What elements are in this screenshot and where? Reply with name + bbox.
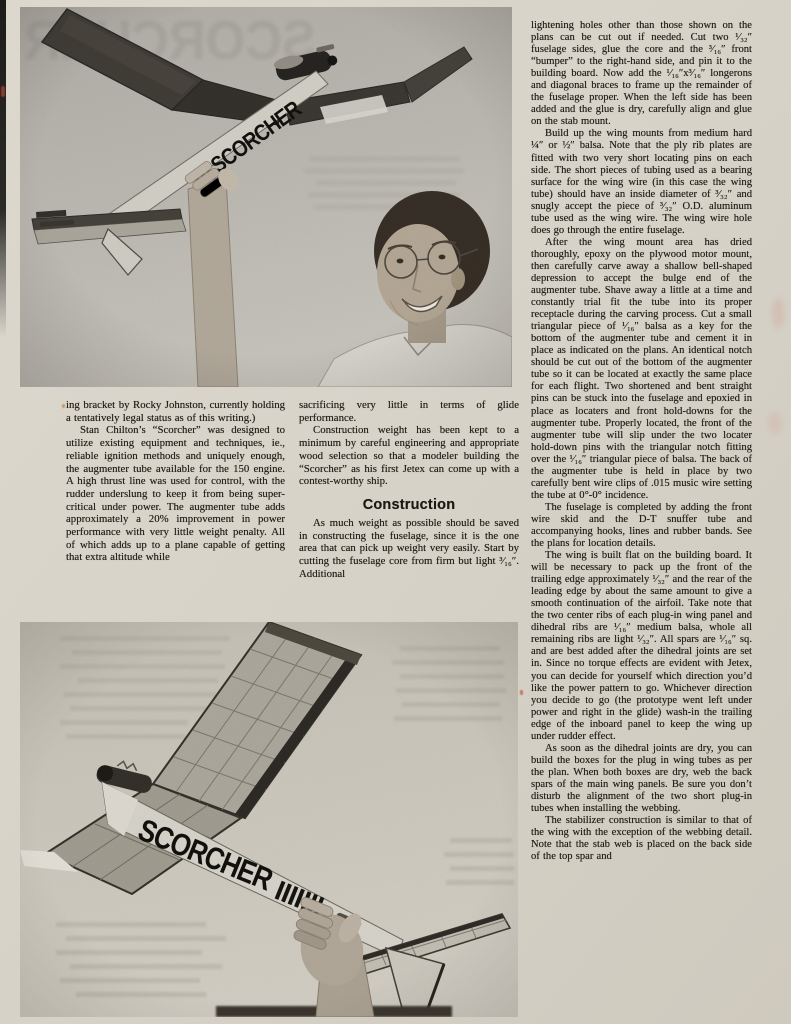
body-paragraph: After the wing mount area has dried thoroughly, epoxy on the plywood motor mount, then carefully carve away a shallow bell-shaped depression to accept the bulge end of the augmenter tube. Shave away a little at a time and constantly trial fit the tube into its proper receptacle during the carving process. Cut a small triangular piece of ¹⁄₁₆″ balsa as a key for the bottom of the augmenter tube and cement it in place as indicated on the plans. An identical notch should be cut out of the bottom of the augmenter tube so it can be located at exactly the same place for each flight. Two shortened and bent straight pins can be stuck into the fuselage and epoxied in place as locaters and front hold-downs for the augmenter tube. Properly located, the front of the augmenter tube will slip under the two locater hold-down pins with the triangular notch fitting over the ¹⁄₁₆″ triangular piece of balsa. The back of the augmenter tube is held in place by two carefully bent wire clips of .015 music wire setting the tube at 0°-0° incidence. [531,236,752,501]
body-paragraph: As much weight as possible should be saved in constructing the fuselage, since it is the one area that can pick up weight very easily. Start by cutting the fuselage core from firm but light ³⁄₁₆″. Additional [299,516,519,580]
construction-heading: Construction [362,496,456,513]
photo-vignette [20,7,512,387]
scan-speck [520,690,523,695]
body-paragraph: ing bracket by Rocky Johnston, currently holding a tentatively legal status as of this writing.) [66,399,285,424]
column-center [299,399,519,580]
scan-smudge [768,412,782,434]
body-paragraph: Stan Chilton’s “Scorcher” was designed to utilize existing equipment and techniques, ie., reliable ignition methods and uniquely enough, the augmenter tube available for the 150 engine. A high thrust line was used for control, with the rudder underslung to keep it from being super-critical under power. The augmenter tube adds approximately a 20% improvement in power performance with very little weight penalty. All of which adds up to a plane capable of getting that extra altitude while [66,424,285,564]
column-center-bottom [299,517,519,581]
column-left [66,399,285,564]
photo-bottom [20,622,518,1017]
body-paragraph: sacrificing very little in terms of glide performance. [299,399,519,424]
photo-vignette [20,622,518,1017]
body-paragraph: As soon as the dihedral joints are dry, you can build the boxes for the plug in wing tubes as per the plan. When both boxes are dry, web the back spars of the main wing panels. Be sure you don’t disturb the alignment of the two short plug-in tubes when installing the webbing. [531,742,752,815]
body-paragraph: Build up the wing mounts from medium hard ¼″ or ½″ balsa. Note that the ply rib plates are fitted with two very short locating pins on each side. The short pieces of tubing used as a bearing surface for the wing wire (in this case the wing tube) should have an inside diameter of ³⁄₃₂″ and snugly accept the piece of ³⁄₃₂″ O.D. aluminum tube used as the wing wire. The wing wire hole does go through the entire fuselage. [531,128,752,236]
scan-speck [1,86,5,97]
body-paragraph: Construction weight has been kept to a minimum by careful engineering and appropriate wood selection so that a modeler building the “Scorcher” as his first Jetex can come up with a contest-worthy ship. [299,424,519,488]
body-paragraph: The wing is built flat on the building board. It will be necessary to pack up the front of the trailing edge approximately ¹⁄₃₂″ and the rear of the leading edge by about the same amount to give a smooth continuation of the airfoil. Take note that the two center ribs of each plug-in wing panel and dihedral ribs are ¹⁄₁₆″ medium balsa, whole all remaining ribs are light ¹⁄₃₂″. All spars are ¹⁄₁₆″ sq. and are best added after the dihedral joints are set in. Since no torque effects are evident with Jetex, you can decide for yourself which direction you’d like the power pattern to go. Whichever direction you decide to go (the prototype went left under power and right in the glide) wash-in the trailing edge of the inboard panel to keep the wing up under rudder effect. [531,550,752,742]
body-paragraph: The fuselage is completed by adding the front wire skid and the D-T snuffer tube and accompanying hooks, lines and rubber bands. See the plans for location details. [531,501,752,550]
scan-smudge [772,298,784,328]
scan-speck [62,404,65,408]
photo-top [20,7,512,387]
scan-edge-shadow [0,0,6,338]
column-right [531,20,752,863]
column-center-top [299,399,519,488]
body-paragraph: The stabilizer construction is similar to that of the wing with the exception of the webbing detail. Note that the stab web is placed on the back side of the top spar and [531,815,752,863]
body-paragraph: lightening holes other than those shown on the plans can be cut out if needed. Cut two ¹⁄₃₂″ fuselage sides, glue the core and the ³⁄₁₆″ front “bumper” to the right-hand side, and pin it to the building board. Now add the ¹⁄₁₆″x³⁄₁₆″ longerons and diagonal braces to frame up the remainder of the fuselage proper. When the left side has been added and the glue is dry, carefully align and glue on the stab mount. [531,20,752,128]
